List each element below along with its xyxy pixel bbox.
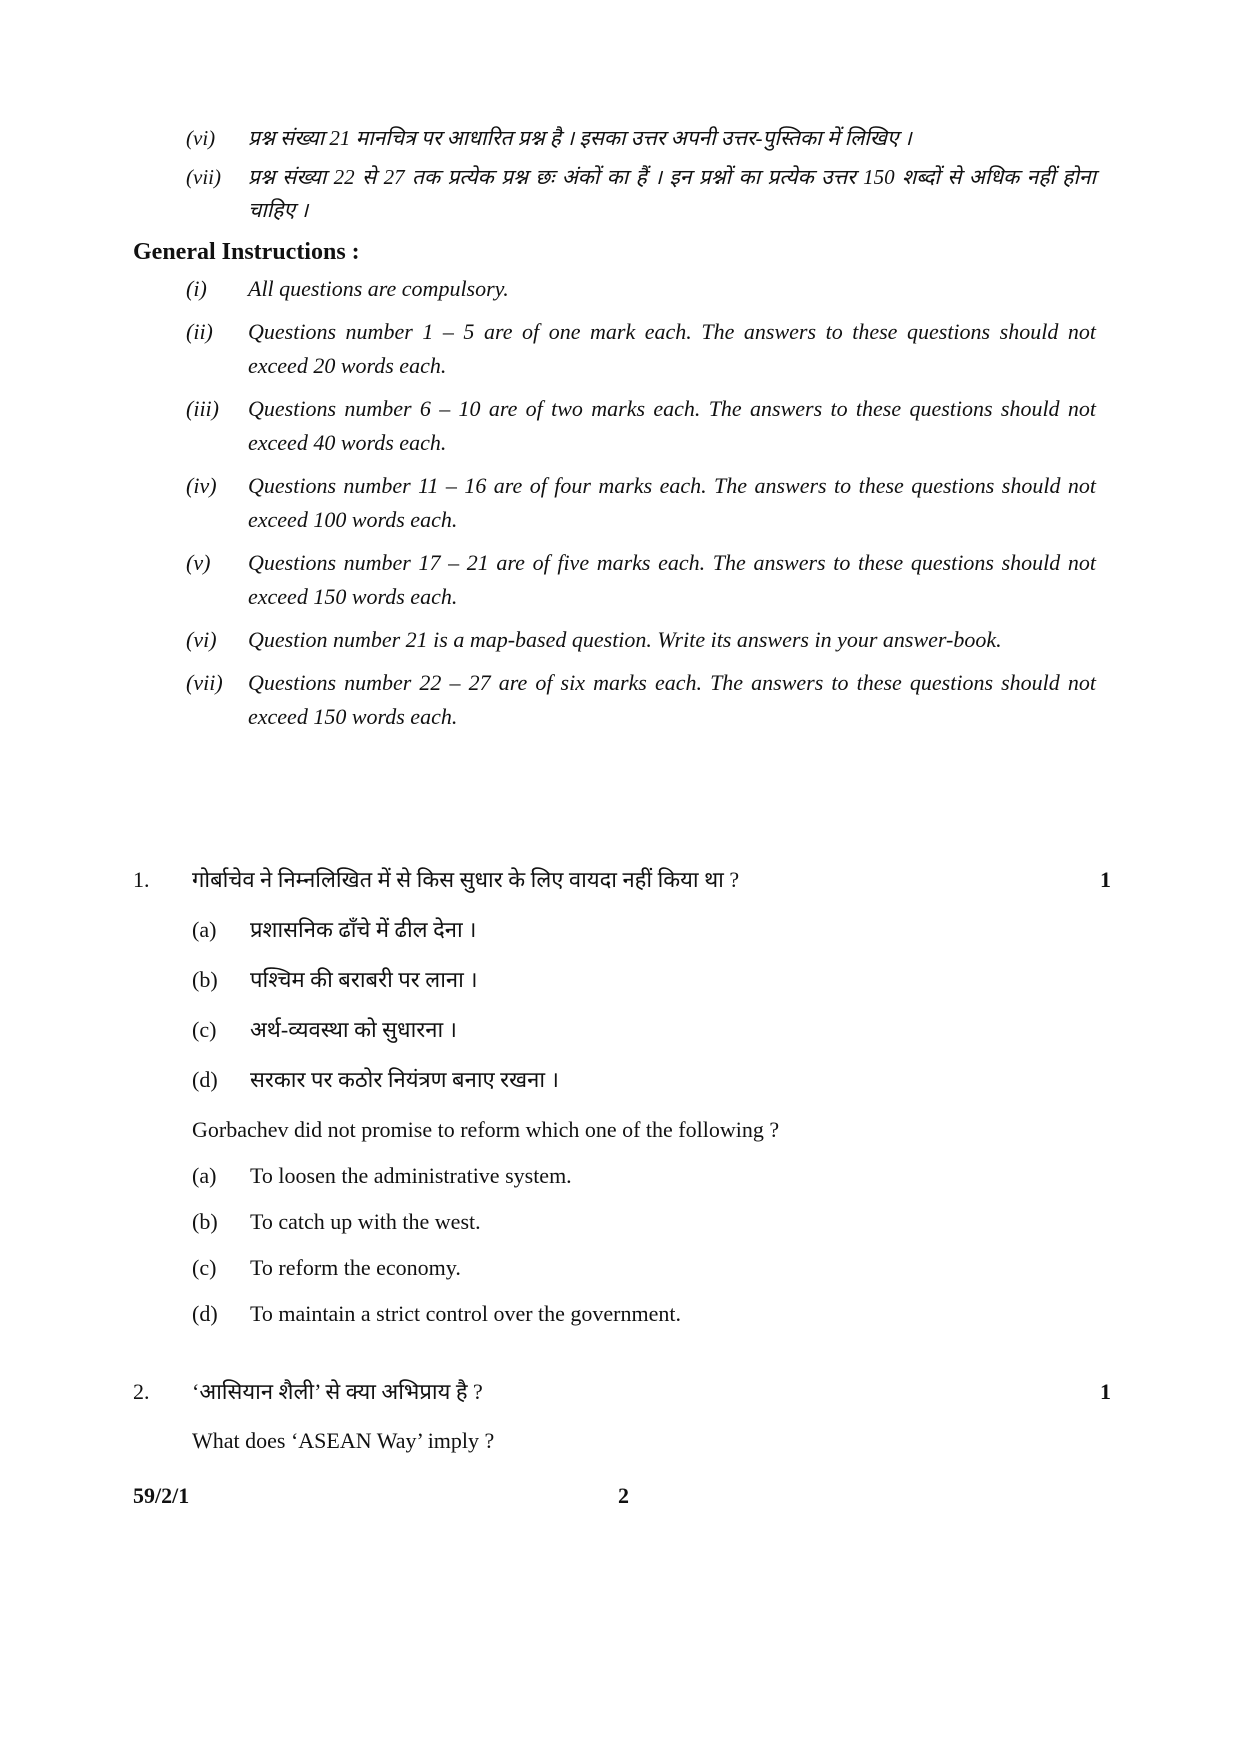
hindi-instruction-number: (vii) bbox=[186, 165, 221, 189]
instruction-number: (vi) bbox=[186, 627, 217, 652]
english-options bbox=[192, 1160, 1111, 1330]
option-label: (c) bbox=[192, 1017, 217, 1042]
general-instructions-title: General Instructions : bbox=[133, 239, 360, 265]
instruction-number: (vii) bbox=[186, 670, 223, 695]
page-number: 2 bbox=[618, 1483, 629, 1508]
option-item bbox=[192, 1160, 1111, 1192]
question-marks: 1 bbox=[1100, 1379, 1111, 1404]
instruction-text: Questions number 1 – 5 are of one mark each. The answers to these questions should not exceed 20 words each. bbox=[248, 319, 1096, 378]
question-hindi-row bbox=[133, 864, 1111, 896]
general-instructions-list bbox=[186, 272, 1096, 743]
option-item bbox=[192, 964, 1111, 996]
hindi-instruction-text: प्रश्न संख्या 21 मानचित्र पर आधारित प्रश्न है । इसका उत्तर अपनी उत्तर-पुस्तिका में लिखिए । bbox=[248, 126, 912, 150]
question-number: 1. bbox=[133, 867, 150, 892]
option-item bbox=[192, 1206, 1111, 1238]
option-label: (b) bbox=[192, 1209, 218, 1234]
paper-code: 59/2/1 bbox=[133, 1483, 190, 1508]
question-text-english: What does ‘ASEAN Way’ imply ? bbox=[192, 1428, 495, 1453]
option-label: (c) bbox=[192, 1255, 217, 1280]
instruction-number: (iii) bbox=[186, 396, 219, 421]
option-label: (d) bbox=[192, 1301, 218, 1326]
option-text: To catch up with the west. bbox=[250, 1209, 481, 1234]
question-text-hindi: ‘आसियान शैली’ से क्या अभिप्राय है ? bbox=[192, 1379, 483, 1404]
hindi-options bbox=[192, 914, 1111, 1096]
option-label: (d) bbox=[192, 1067, 218, 1092]
question-number: 2. bbox=[133, 1379, 150, 1404]
option-label: (a) bbox=[192, 917, 217, 942]
question-text-hindi: गोर्बाचेव ने निम्नलिखित में से किस सुधार के लिए वायदा नहीं किया था ? bbox=[192, 867, 740, 892]
instruction-item bbox=[186, 469, 1096, 537]
option-text: To reform the economy. bbox=[250, 1255, 461, 1280]
instruction-item bbox=[186, 666, 1096, 734]
option-label: (a) bbox=[192, 1163, 217, 1188]
instruction-number: (ii) bbox=[186, 319, 213, 344]
instruction-text: Question number 21 is a map-based question. Write its answers in your answer-book. bbox=[248, 627, 1002, 652]
instruction-number: (iv) bbox=[186, 473, 217, 498]
hindi-instruction-text: प्रश्न संख्या 22 से 27 तक प्रत्येक प्रश्न छः अंकों का हैं । इन प्रश्नों का प्रत्येक उत्तर 150 शब्दों से अधिक नहीं होना चाहिए । bbox=[248, 165, 1096, 222]
option-text: To loosen the administrative system. bbox=[250, 1163, 572, 1188]
question-1 bbox=[133, 864, 1111, 1330]
option-item bbox=[192, 914, 1111, 946]
instruction-item bbox=[186, 315, 1096, 383]
option-label: (b) bbox=[192, 967, 218, 992]
option-text: सरकार पर कठोर नियंत्रण बनाए रखना । bbox=[250, 1067, 559, 1092]
instruction-item bbox=[186, 272, 1096, 306]
question-text-english: Gorbachev did not promise to reform which one of the following ? bbox=[192, 1117, 780, 1142]
option-text: अर्थ-व्यवस्था को सुधारना । bbox=[250, 1017, 458, 1042]
question-hindi-row bbox=[133, 1376, 1111, 1408]
instruction-item bbox=[186, 546, 1096, 614]
instruction-item bbox=[186, 623, 1096, 657]
instruction-text: Questions number 22 – 27 are of six marks each. The answers to these questions should not exceed 150 words each. bbox=[248, 670, 1096, 729]
question-2 bbox=[133, 1376, 1111, 1457]
instruction-text: Questions number 17 – 21 are of five marks each. The answers to these questions should not exceed 150 words each. bbox=[248, 550, 1096, 609]
instruction-text: Questions number 6 – 10 are of two marks each. The answers to these questions should not exceed 40 words each. bbox=[248, 396, 1096, 455]
instruction-text: Questions number 11 – 16 are of four marks each. The answers to these questions should not exceed 100 words each. bbox=[248, 473, 1096, 532]
instruction-item bbox=[186, 392, 1096, 460]
option-text: प्रशासनिक ढाँचे में ढील देना । bbox=[250, 917, 477, 942]
instruction-text: All questions are compulsory. bbox=[248, 276, 509, 301]
hindi-instruction-item bbox=[186, 161, 1096, 227]
hindi-instructions bbox=[186, 122, 1096, 227]
option-text: To maintain a strict control over the government. bbox=[250, 1301, 681, 1326]
instruction-number: (i) bbox=[186, 276, 207, 301]
option-item bbox=[192, 1064, 1111, 1096]
instruction-number: (v) bbox=[186, 550, 211, 575]
option-item bbox=[192, 1252, 1111, 1284]
hindi-instruction-item bbox=[186, 122, 1096, 155]
hindi-instruction-number: (vi) bbox=[186, 126, 216, 150]
option-item bbox=[192, 1298, 1111, 1330]
question-marks: 1 bbox=[1100, 867, 1111, 892]
option-text: पश्चिम की बराबरी पर लाना । bbox=[250, 967, 478, 992]
option-item bbox=[192, 1014, 1111, 1046]
